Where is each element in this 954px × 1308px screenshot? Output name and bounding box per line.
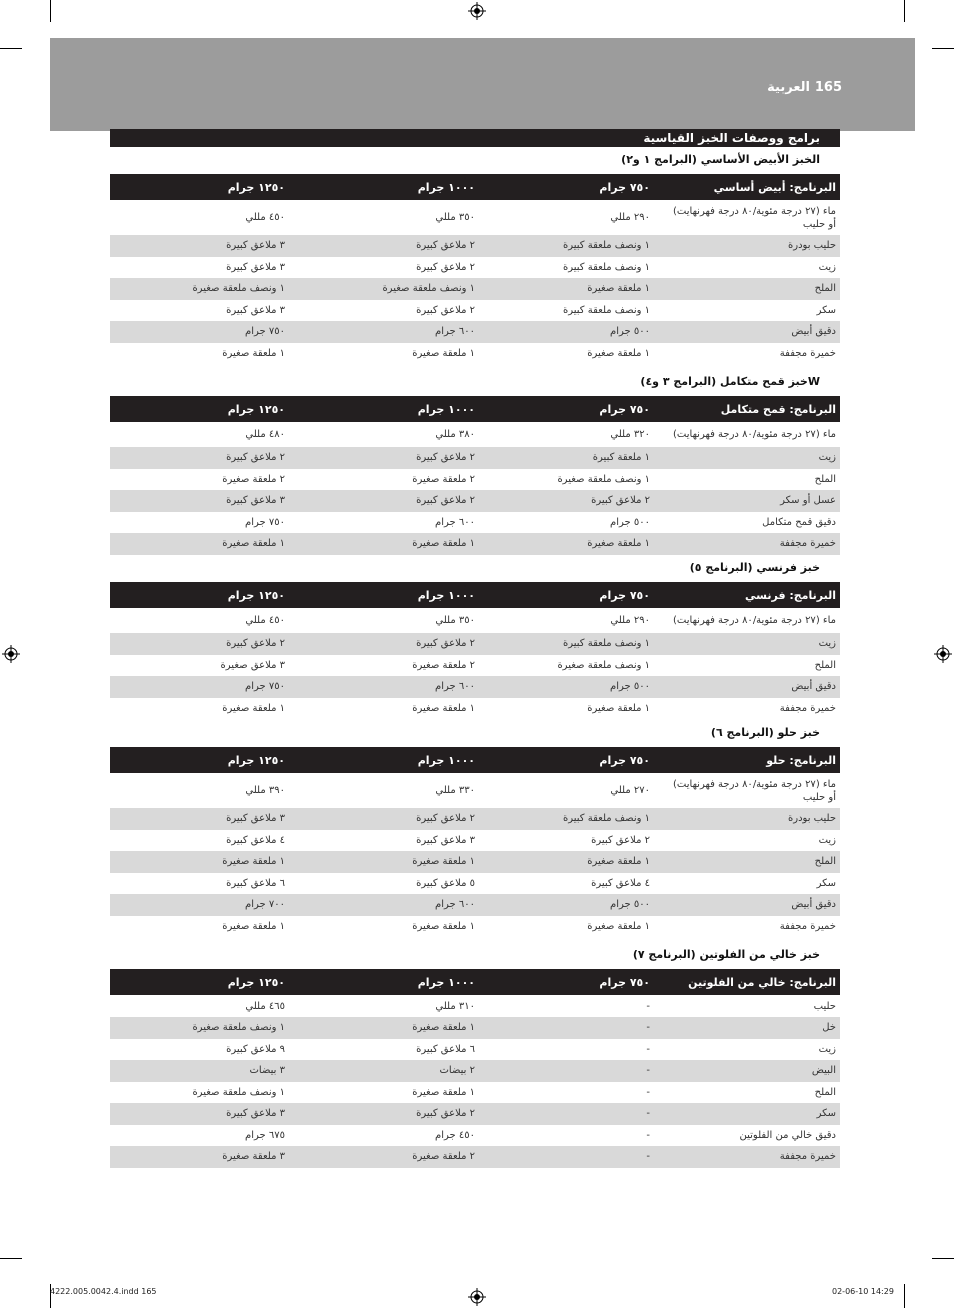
amount-1250: ٣ ملاعق كبيرة [226,813,285,825]
amount-1250: ١ ملعقة صغيرة [222,347,285,359]
amount-750: ٥٠٠ جرام [610,516,650,528]
amount-1000: ٢ ملعقة صغيرة [412,659,475,671]
amount-1000: ٢ ملاعق كبيرة [416,495,475,507]
amount-750: ١ ملعقة كبيرة [592,452,650,464]
table-row [110,1125,840,1147]
amount-1000: ٥ ملاعق كبيرة [416,877,475,889]
table-row [110,1017,840,1039]
amount-1250: ١ ملعقة صغيرة [222,920,285,932]
table-row [110,490,840,512]
amount-1000: ٢ ملعقة صغيرة [412,473,475,485]
amount-1250: ٣ ملعقة صغيرة [222,1151,285,1163]
header-size-1250: ١٢٥٠ جرام [227,753,285,767]
ingredient-name: الملح [814,473,836,485]
amount-1250: ١ ملعقة صغيرة [222,702,285,714]
amount-1250: ٤٦٥ مللي [245,1000,285,1012]
amount-750: ٥٠٠ جرام [610,681,650,693]
amount-1000: ١ ونصف ملعقة صغيرة [382,283,475,295]
ingredient-name: البيض [811,1065,836,1077]
amount-750: - [646,1086,650,1098]
amount-1000: ١ ملعقة صغيرة [412,347,475,359]
header-size-1000: ١٠٠٠ جرام [417,588,475,602]
amount-750: ١ ملعقة صغيرة [587,538,650,550]
ingredient-name: خل [822,1022,836,1034]
table-row [110,633,840,655]
table-row [110,321,840,343]
ingredient-name: دقيق أبيض [791,326,836,338]
registration-mark-icon [468,2,486,20]
ingredient-name: الملح [814,1086,836,1098]
table-row [110,469,840,491]
amount-1250: ٢ ملاعق كبيرة [226,452,285,464]
page-title: برامج ووصفات الخبز القياسية [110,129,840,147]
crop-mark [50,0,51,22]
amount-750: - [646,1108,650,1120]
amount-750: ٣٢٠ مللي [610,429,650,440]
amount-750: ٤ ملاعق كبيرة [591,877,650,889]
header-size-750: ٧٥٠ جرام [599,588,650,602]
header-size-1250: ١٢٥٠ جرام [227,588,285,602]
amount-1000: ٣٥٠ مللي [435,212,475,223]
amount-750: ٢٩٠ مللي [610,212,650,223]
header-size-750: ٧٥٠ جرام [599,180,650,194]
amount-750: - [646,1151,650,1163]
ingredient-name: خميرة مجففة [779,702,836,714]
crop-mark [904,1284,905,1308]
ingredient-name: ماء (٢٧ درجة مئوية/٨٠ درجة فهرنهايت) أو حليب [673,205,836,230]
table-row [110,655,840,677]
amount-1000: ٢ ملعقة صغيرة [412,1151,475,1163]
registration-mark-icon [934,645,952,663]
amount-1000: ٢ ملاعق كبيرة [416,240,475,252]
amount-1000: ٤٥٠ جرام [435,1129,475,1141]
amount-1000: ١ ملعقة صغيرة [412,856,475,868]
ingredient-name: دقيق أبيض [791,899,836,911]
header-size-1000: ١٠٠٠ جرام [417,975,475,989]
amount-750: ١ ملعقة صغيرة [587,702,650,714]
amount-750: ٥٠٠ جرام [610,326,650,338]
table-row [110,916,840,938]
table-row [110,1060,840,1082]
header-size-750: ٧٥٠ جرام [599,402,650,416]
ingredient-name: زيت [818,1043,836,1055]
table-header [110,396,840,422]
header-size-1250: ١٢٥٠ جرام [227,975,285,989]
amount-1250: ١ ونصف ملعقة صغيرة [192,1086,285,1098]
ingredient-name: حليب بودرة [788,240,836,252]
recipe-section-french [110,558,840,719]
table-row [110,676,840,698]
amount-1250: ٣٩٠ مللي [245,785,285,796]
amount-1250: ٢ ملاعق كبيرة [226,638,285,650]
amount-1000: ٢ ملاعق كبيرة [416,261,475,273]
section-title: خبز حلو (البرنامج ٦) [710,726,820,739]
crop-mark [0,48,22,49]
amount-1250: ٤٥٠ مللي [245,212,285,223]
recipe-section-gluten-free [110,945,840,1168]
recipe-section-whole-wheat [110,372,840,555]
header-program: البرنامج: قمح متكامل [720,402,836,416]
ingredient-name: زيت [818,638,836,650]
amount-1000: ٢ ملاعق كبيرة [416,304,475,316]
crop-mark [932,48,954,49]
amount-750: - [646,1065,650,1077]
header-size-750: ٧٥٠ جرام [599,753,650,767]
registration-mark-icon [2,645,20,663]
ingredient-name: الملح [814,856,836,868]
header-program: البرنامج: خالي من الفلوتين [688,975,836,989]
table-row [110,300,840,322]
ingredient-name: حليب بودرة [788,813,836,825]
amount-1250: ٣ ملاعق صغيرة [220,659,285,671]
amount-750: ٢ ملاعق كبيرة [591,495,650,507]
section-title: خبز فرنسي (البرنامج ٥) [689,561,820,574]
amount-1000: ١ ملعقة صغيرة [412,1022,475,1034]
table-row [110,830,840,852]
amount-1000: ٣١٠ مللي [435,1000,475,1012]
amount-750: - [646,1129,650,1141]
amount-1000: ٦٠٠ جرام [435,899,475,911]
table-row [110,200,840,235]
table-row [110,1039,840,1061]
table-row [110,773,840,808]
amount-1250: ٧٥٠ جرام [245,326,285,338]
amount-1250: ٧٥٠ جرام [245,681,285,693]
table-row [110,235,840,257]
amount-1250: ٣ ملاعق كبيرة [226,495,285,507]
amount-1250: ٤٥٠ مللي [245,615,285,626]
header-size-1000: ١٠٠٠ جرام [417,402,475,416]
amount-1250: ٦ ملاعق كبيرة [226,877,285,889]
amount-1000: ١ ملعقة صغيرة [412,1086,475,1098]
amount-750: ١ ملعقة صغيرة [587,920,650,932]
amount-750: ١ ونصف ملعقة كبيرة [562,304,650,316]
footer-filename: 4222.005.0042.4.indd 165 [50,1287,157,1296]
header-size-1000: ١٠٠٠ جرام [417,180,475,194]
table-header [110,747,840,773]
amount-1000: ٦٠٠ جرام [435,326,475,338]
header-language: العربية [767,80,810,95]
ingredient-name: ماء (٢٧ درجة مئوية/٨٠ درجة فهرنهايت) أو حليب [673,778,836,803]
amount-750: ٢ ملاعق كبيرة [591,834,650,846]
table-row [110,698,840,720]
amount-750: ٢٩٠ مللي [610,615,650,626]
ingredient-name: الملح [814,659,836,671]
table-row [110,1082,840,1104]
amount-750: ١ ونصف ملعقة صغيرة [557,473,650,485]
amount-1000: ٢ ملاعق كبيرة [416,452,475,464]
amount-1000: ٦ ملاعق كبيرة [416,1043,475,1055]
amount-750: ١ ونصف ملعقة كبيرة [562,261,650,273]
recipe-section-sweet [110,723,840,937]
amount-1000: ٣ ملاعق كبيرة [416,834,475,846]
table-row [110,257,840,279]
amount-1000: ٢ ملاعق كبيرة [416,638,475,650]
amount-1250: ٣ ملاعق كبيرة [226,304,285,316]
ingredient-name: دقيق قمح متكامل [762,516,836,528]
crop-mark [0,1258,22,1259]
amount-1000: ١ ملعقة صغيرة [412,538,475,550]
header-program: البرنامج: أبيض أساسي [713,180,836,194]
amount-750: ١ ونصف ملعقة صغيرة [557,659,650,671]
ingredient-name: دقيق خالي من الفلوتين [739,1129,836,1141]
table-row [110,808,840,830]
amount-1250: ١ ونصف ملعقة صغيرة [192,283,285,295]
amount-1250: ٧٠٠ جرام [245,899,285,911]
amount-1250: ٦٧٥ جرام [245,1129,285,1141]
amount-750: - [646,1022,650,1034]
amount-750: ١ ونصف ملعقة كبيرة [562,813,650,825]
section-title: Wخبز قمح متكامل (البرامج ٣ و٤) [640,375,820,388]
ingredient-name: زيت [818,261,836,273]
amount-1250: ٤ ملاعق كبيرة [226,834,285,846]
amount-1000: ٦٠٠ جرام [435,681,475,693]
amount-750: ١ ونصف ملعقة كبيرة [562,638,650,650]
amount-1000: ٣٣٠ مللي [435,785,475,796]
ingredient-name: زيت [818,452,836,464]
table-row [110,422,840,447]
amount-1250: ٣ ملاعق كبيرة [226,261,285,273]
ingredient-name: سكر [816,877,836,889]
table-row [110,851,840,873]
table-header [110,582,840,608]
header-size-1250: ١٢٥٠ جرام [227,402,285,416]
amount-1250: ٣ بيضات [249,1065,285,1077]
amount-1250: ٣ ملاعق كبيرة [226,240,285,252]
ingredient-name: خميرة مجففة [779,347,836,359]
amount-1000: ٢ بيضات [439,1065,475,1077]
table-row [110,512,840,534]
ingredient-name: خميرة مجففة [779,1151,836,1163]
table-row [110,995,840,1017]
table-row [110,343,840,365]
crop-mark [932,1258,954,1259]
amount-1250: ٤٨٠ مللي [245,429,285,440]
table-row [110,278,840,300]
ingredient-name: دقيق أبيض [791,681,836,693]
table-row [110,1146,840,1168]
table-row [110,1103,840,1125]
amount-1000: ١ ملعقة صغيرة [412,920,475,932]
ingredient-name: عسل أو سكر [780,495,836,507]
section-title: الخبز الأبيض الأساسي (البرامج ١ و٢) [621,153,820,166]
section-title: خبز خالي من الفلوتين (البرنامج ٧) [632,948,820,961]
page-number: 165 [814,80,842,95]
table-row [110,608,840,633]
amount-1000: ٣٨٠ مللي [435,429,475,440]
table-header [110,174,840,200]
amount-1000: ١ ملعقة صغيرة [412,702,475,714]
amount-750: ١ ونصف ملعقة كبيرة [562,240,650,252]
table-row [110,894,840,916]
header-size-1250: ١٢٥٠ جرام [227,180,285,194]
amount-1250: ٧٥٠ جرام [245,516,285,528]
ingredient-name: الملح [814,283,836,295]
ingredient-name: خميرة مجففة [779,920,836,932]
amount-1250: ٢ ملعقة صغيرة [222,473,285,485]
header-program: البرنامج: حلو [766,753,836,767]
ingredient-name: ماء (٢٧ درجة مئوية/٨٠ درجة فهرنهايت) [673,429,836,440]
header-program: البرنامج: فرنسي [745,588,836,602]
amount-750: - [646,1043,650,1055]
amount-750: ٢٧٠ مللي [610,785,650,796]
recipe-section-basic-white [110,150,840,364]
amount-750: ١ ملعقة صغيرة [587,347,650,359]
table-row [110,447,840,469]
amount-1250: ١ ملعقة صغيرة [222,538,285,550]
amount-1250: ٣ ملاعق كبيرة [226,1108,285,1120]
header-size-1000: ١٠٠٠ جرام [417,753,475,767]
ingredient-name: حليب [813,1000,836,1012]
ingredient-name: سكر [816,1108,836,1120]
table-row [110,873,840,895]
amount-1000: ٢ ملاعق كبيرة [416,813,475,825]
ingredient-name: خميرة مجففة [779,538,836,550]
amount-1000: ٦٠٠ جرام [435,516,475,528]
table-header [110,969,840,995]
crop-mark [904,0,905,22]
header-size-750: ٧٥٠ جرام [599,975,650,989]
amount-1250: ٩ ملاعق كبيرة [226,1043,285,1055]
amount-750: - [646,1000,650,1012]
amount-1250: ١ ونصف ملعقة صغيرة [192,1022,285,1034]
table-row [110,533,840,555]
registration-mark-icon [468,1288,486,1306]
footer-datetime: 02-06-10 14:29 [832,1287,894,1296]
amount-1000: ٢ ملاعق كبيرة [416,1108,475,1120]
ingredient-name: زيت [818,834,836,846]
amount-750: ١ ملعقة صغيرة [587,856,650,868]
amount-1000: ٣٥٠ مللي [435,615,475,626]
amount-750: ١ ملعقة صغيرة [587,283,650,295]
amount-1250: ١ ملعقة صغيرة [222,856,285,868]
ingredient-name: ماء (٢٧ درجة مئوية/٨٠ درجة فهرنهايت) [673,615,836,626]
ingredient-name: سكر [816,304,836,316]
amount-750: ٥٠٠ جرام [610,899,650,911]
